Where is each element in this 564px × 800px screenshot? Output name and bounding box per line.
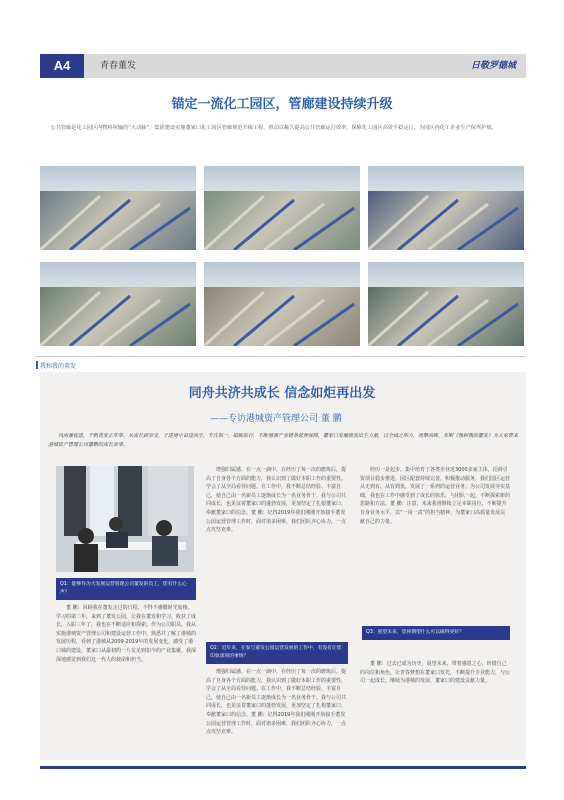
interview-scene-illustration (56, 466, 194, 572)
pipe-rack-photo-1 (368, 166, 524, 250)
plant-aerial-photo (204, 262, 360, 346)
section-marker (36, 361, 38, 369)
section-label: 我和我的董发 (40, 363, 77, 370)
answer-column-3b: 董 鹏：过去已成为历史，展望未来，带着感恩之心，珍惜自己的岗位和角色，让青春梦想在董家口发光，不断提升专业能力，与公司一起成长，继续为港城的发展、董家口的建设贡献力量。 (360, 661, 510, 685)
answer-column-2: 增强归属感。在一点一滴中，在经历了每一次的磨炼后，提高了自身各个方面的能力，我认识到了做好本职工作的重要性，学会了从全局看待问题。在工作中，我不断总结经验、丰富自己，使自己由一名新员工逐渐成长为一名业务骨干。我与公司共同成长，也见证着董家口的蓬勃发展，更加坚定了扎根董家口、奉献董家口的信念。董 鹏：记得2019年我们刚刚开始接手董发公园运营管理工作时，面对诸多困难，我们团队齐心协力，一点点攻坚克难。 (206, 467, 347, 534)
pipe-rack-photo-2 (368, 262, 524, 346)
answer-column-3: 经历一是起步，集中培育了各类企业近3000多家主体，招商引资项目稳步推进，园区配套持续完善，积极推动服务，我们园区运营从无到有、从有到优，发展了一系列的运营业务。为公司发展夯实基础，我也在工作中感受到了成长的快乐，与团队一起，不断探索新的思路和方法。董 鹏：注意，未来我将继续立足本职岗位，不断提升自身业务水平，以“一岗一责”的担当精神，为董家口高质量发展贡献自己的力量。 (360, 467, 510, 525)
article-subtitle-2: ——专访港城资产管理公司 董 鹏 (210, 414, 342, 424)
journal-name: 日敬罗德城 (470, 61, 516, 71)
answer-column-1: 董 鹏：回顾我在董发走过的日程，不得不感慨时光如梭。学习的第二年，来到了董发公园，让我在董发和学习，收获了成长，入职三年了，我也在不断适应和探索。作为公司职员，我从实施港城资产管理公司和建设运营工作中，熟悉并了解了港城的发展历程，看到了港城从2009-2019年的发展变化，感受了港口城的建设，董家口从最初的一片荒芜到如今的产业集聚，我深深地感觉到我们这一代人的使命和担当。 (56, 605, 197, 663)
article-intro-1: 公共管廊是化工园区内物料所输的“大动脉”，集团建设实施董家口化工园区管廊规范升级工程，推动以稀久提高公共管廊运行效率、保障化工园区高效平稳运行，为园区内化工企业生产保驾护航。 (50, 125, 497, 131)
answer-column-2b: 增强归属感。在一点一滴中，在经历了每一次的磨炼后，提高了自身各个方面的能力，我认识到了做好本职工作的重要性，学会了从全局看待问题。在工作中，我不断总结经验、丰富自己，使自己由一名新员工逐渐成长为一名业务骨干。我与公司共同成长，也见证着董家口的蓬勃发展，更加坚定了扎根董家口、奉献董家口的信念。董 鹏：记得2019年我们刚刚开始接手董发公园运营管理工作时，面对诸多困难，我们团队齐心协力，一点点攻坚克难。 (206, 669, 347, 736)
article-title-2: 同舟共济共成长 信念如炬再出发 (188, 386, 376, 401)
section-divider (36, 356, 526, 357)
river-pipeline-photo (204, 166, 360, 250)
section-name: 青春董发 (100, 61, 137, 71)
pipe-road-photo (40, 262, 196, 346)
question-3-box: Q3：展望未来，您将期望什么可以做得更好？ (362, 626, 510, 640)
interview-photo (56, 466, 194, 572)
question-2-box: Q2：近年来，在参与董发公园运营发展的工作中，有没有让您印象深刻的事情？ (206, 642, 348, 664)
article-lead-2: 风雨兼程患，千帆竞发正年华。从成长到享受，于逆境中奋进而生，专注如一，砥砺前行，不断增强产业链条延伸保障，董家口发展焕发出生力量，以全域之所力，勇攀高峰。本期《我和我的董发》为大家带来港城资产管理公司董鹏的成长故事。 (48, 433, 519, 448)
question-1-box: Q1：能够作为大发展运营管理公司董发的员工，您有什么心声？ (56, 578, 196, 600)
page-number: A4 (40, 54, 84, 78)
page-bottom-rule (40, 766, 526, 769)
industrial-park-photo-1 (40, 166, 196, 250)
page-header (40, 54, 526, 78)
article-title-1: 锚定一流化工园区，管廊建设持续升级 (171, 97, 393, 112)
